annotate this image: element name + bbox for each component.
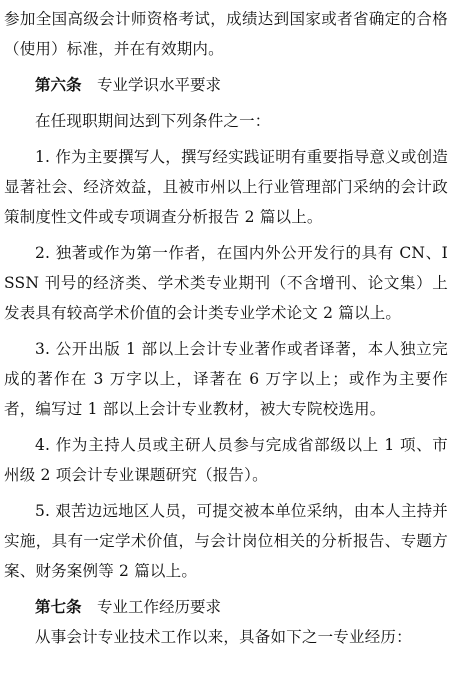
list-item-condition-4: 4. 作为主持人员或主研人员参与完成省部级以上 1 项、市州级 2 项会计专业课题研究（报告）。: [4, 436, 448, 484]
list-item-condition-3: 3. 公开出版 1 部以上会计专业著作或者译著，本人独立完成的著作在 3 万字以上，译著在 6 万字以上；或作为主要作者，编写过 1 部以上会计专业教材，被大专院校选用。: [4, 340, 448, 418]
paragraph-exam-qualification: 参加全国高级会计师资格考试，成绩达到国家或者省确定的合格（使用）标准，并在有效期内。: [4, 10, 448, 58]
list-item-condition-5: 5. 艰苦边远地区人员，可提交被本单位采纳，由本人主持并实施，具有一定学术价值，与会计岗位相关的分析报告、专题方案、财务案例等 2 篇以上。: [4, 502, 448, 580]
article-7-heading: [4, 592, 448, 622]
article-6-heading: [4, 70, 448, 100]
list-item-condition-2: 2. 独著或作为第一作者，在国内外公开发行的具有 CN、ISSN 刊号的经济类、学术类专业期刊（不含增刊、论文集）上发表具有较高学术价值的会计类专业学术论文 2 篇以上。: [4, 244, 448, 322]
article-6-title: 专业学识水平要求: [97, 76, 222, 94]
article-7-title: 专业工作经历要求: [97, 598, 222, 616]
paragraph-work-experience: 从事会计专业技术工作以来，具备如下之一专业经历：: [35, 628, 412, 646]
article-6-number: 第六条: [35, 75, 82, 94]
list-item-condition-1: 1. 作为主要撰写人，撰写经实践证明有重要指导意义或创造显著社会、经济效益，且被市州以上行业管理部门采纳的会计政策制度性文件或专项调查分析报告 2 篇以上。: [4, 148, 448, 226]
paragraph-conditions-intro: 在任现职期间达到下列条件之一：: [35, 112, 271, 130]
article-7-number: 第七条: [35, 597, 82, 616]
